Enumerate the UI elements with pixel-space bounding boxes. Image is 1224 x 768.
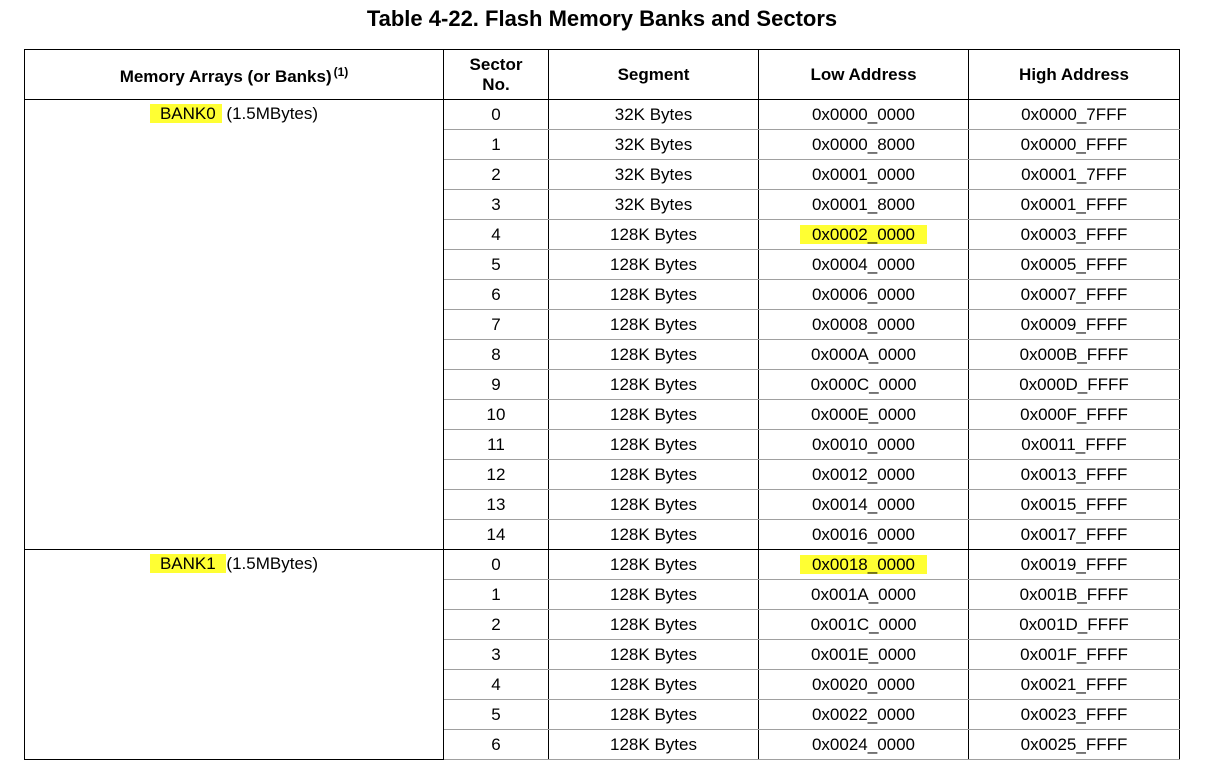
sector-cell: 13 (444, 490, 549, 520)
low-address-cell: 0x000E_0000 (759, 400, 969, 430)
sector-cell: 11 (444, 430, 549, 460)
high-address-cell: 0x0005_FFFF (969, 250, 1180, 280)
sector-cell: 5 (444, 700, 549, 730)
highlighted-address: 0x0018_0000 (800, 555, 927, 574)
segment-cell: 128K Bytes (549, 280, 759, 310)
low-address-cell (759, 220, 969, 250)
low-address-cell (759, 550, 969, 580)
segment-cell: 128K Bytes (549, 700, 759, 730)
sector-cell: 7 (444, 310, 549, 340)
low-address-cell: 0x001E_0000 (759, 640, 969, 670)
bank-cell (25, 100, 444, 550)
segment-cell: 128K Bytes (549, 580, 759, 610)
sector-cell: 1 (444, 130, 549, 160)
header-memory-arrays (25, 50, 444, 100)
sector-cell: 3 (444, 640, 549, 670)
high-address-cell: 0x0009_FFFF (969, 310, 1180, 340)
header-sector-no (444, 50, 549, 100)
high-address-cell: 0x0019_FFFF (969, 550, 1180, 580)
sector-cell: 3 (444, 190, 549, 220)
high-address-cell: 0x0015_FFFF (969, 490, 1180, 520)
segment-cell: 128K Bytes (549, 730, 759, 760)
sector-cell: 4 (444, 670, 549, 700)
header-low-address: Low Address (759, 50, 969, 100)
high-address-cell: 0x0023_FFFF (969, 700, 1180, 730)
header-segment: Segment (549, 50, 759, 100)
segment-cell: 128K Bytes (549, 220, 759, 250)
segment-cell: 128K Bytes (549, 520, 759, 550)
low-address-cell: 0x0008_0000 (759, 310, 969, 340)
segment-cell: 32K Bytes (549, 130, 759, 160)
header-row (25, 50, 1180, 100)
header-high-address: High Address (969, 50, 1180, 100)
highlighted-address: 0x0002_0000 (800, 225, 927, 244)
sector-cell: 14 (444, 520, 549, 550)
high-address-cell: 0x0021_FFFF (969, 670, 1180, 700)
low-address-cell: 0x0006_0000 (759, 280, 969, 310)
high-address-cell: 0x001F_FFFF (969, 640, 1180, 670)
sector-cell: 6 (444, 730, 549, 760)
high-address-cell: 0x000B_FFFF (969, 340, 1180, 370)
flash-memory-table (24, 49, 1180, 760)
bank-size: (1.5MBytes) (221, 104, 319, 123)
segment-cell: 128K Bytes (549, 340, 759, 370)
low-address-cell: 0x0016_0000 (759, 520, 969, 550)
high-address-cell: 0x0000_FFFF (969, 130, 1180, 160)
low-address-cell: 0x001A_0000 (759, 580, 969, 610)
high-address-cell: 0x0003_FFFF (969, 220, 1180, 250)
high-address-cell: 0x0025_FFFF (969, 730, 1180, 760)
table-row (25, 100, 1180, 130)
low-address-cell: 0x0022_0000 (759, 700, 969, 730)
sector-cell: 8 (444, 340, 549, 370)
low-address-cell: 0x0000_8000 (759, 130, 969, 160)
low-address-cell: 0x001C_0000 (759, 610, 969, 640)
high-address-cell: 0x001D_FFFF (969, 610, 1180, 640)
segment-cell: 128K Bytes (549, 370, 759, 400)
segment-cell: 32K Bytes (549, 160, 759, 190)
segment-cell: 128K Bytes (549, 250, 759, 280)
segment-cell: 128K Bytes (549, 610, 759, 640)
table-row (25, 550, 1180, 580)
segment-cell: 128K Bytes (549, 640, 759, 670)
footnote-marker: (1) (333, 65, 349, 79)
sector-cell: 0 (444, 100, 549, 130)
bank-cell (25, 550, 444, 760)
low-address-cell: 0x0024_0000 (759, 730, 969, 760)
header-memory-arrays-label: Memory Arrays (or Banks) (119, 67, 332, 86)
low-address-cell: 0x000A_0000 (759, 340, 969, 370)
table-title: Table 4-22. Flash Memory Banks and Sectors (366, 6, 838, 31)
low-address-cell: 0x0001_8000 (759, 190, 969, 220)
segment-cell: 128K Bytes (549, 550, 759, 580)
low-address-cell: 0x000C_0000 (759, 370, 969, 400)
bank-size: (1.5MBytes) (226, 554, 319, 573)
high-address-cell: 0x0017_FFFF (969, 520, 1180, 550)
low-address-cell: 0x0000_0000 (759, 100, 969, 130)
high-address-cell: 0x0000_7FFF (969, 100, 1180, 130)
high-address-cell: 0x0011_FFFF (969, 430, 1180, 460)
sector-cell: 2 (444, 610, 549, 640)
low-address-cell: 0x0012_0000 (759, 460, 969, 490)
header-sector-line1: Sector (469, 54, 523, 74)
high-address-cell: 0x0013_FFFF (969, 460, 1180, 490)
high-address-cell: 0x001B_FFFF (969, 580, 1180, 610)
bank-name: BANK0 (150, 104, 222, 123)
sector-cell: 10 (444, 400, 549, 430)
sector-cell: 4 (444, 220, 549, 250)
table-body (25, 100, 1180, 760)
segment-cell: 128K Bytes (549, 670, 759, 700)
low-address-cell: 0x0020_0000 (759, 670, 969, 700)
segment-cell: 128K Bytes (549, 310, 759, 340)
sector-cell: 6 (444, 280, 549, 310)
high-address-cell: 0x0007_FFFF (969, 280, 1180, 310)
segment-cell: 32K Bytes (549, 100, 759, 130)
low-address-cell: 0x0001_0000 (759, 160, 969, 190)
sector-cell: 5 (444, 250, 549, 280)
segment-cell: 128K Bytes (549, 400, 759, 430)
segment-cell: 128K Bytes (549, 460, 759, 490)
sector-cell: 1 (444, 580, 549, 610)
table-header (25, 50, 1180, 100)
low-address-cell: 0x0004_0000 (759, 250, 969, 280)
bank-name: BANK1 (150, 554, 226, 573)
high-address-cell: 0x000F_FFFF (969, 400, 1180, 430)
high-address-cell: 0x0001_7FFF (969, 160, 1180, 190)
sector-cell: 12 (444, 460, 549, 490)
segment-cell: 32K Bytes (549, 190, 759, 220)
header-sector-line2: No. (482, 74, 510, 94)
sector-cell: 2 (444, 160, 549, 190)
sector-cell: 9 (444, 370, 549, 400)
low-address-cell: 0x0014_0000 (759, 490, 969, 520)
low-address-cell: 0x0010_0000 (759, 430, 969, 460)
high-address-cell: 0x0001_FFFF (969, 190, 1180, 220)
sector-cell: 0 (444, 550, 549, 580)
segment-cell: 128K Bytes (549, 490, 759, 520)
segment-cell: 128K Bytes (549, 430, 759, 460)
high-address-cell: 0x000D_FFFF (969, 370, 1180, 400)
